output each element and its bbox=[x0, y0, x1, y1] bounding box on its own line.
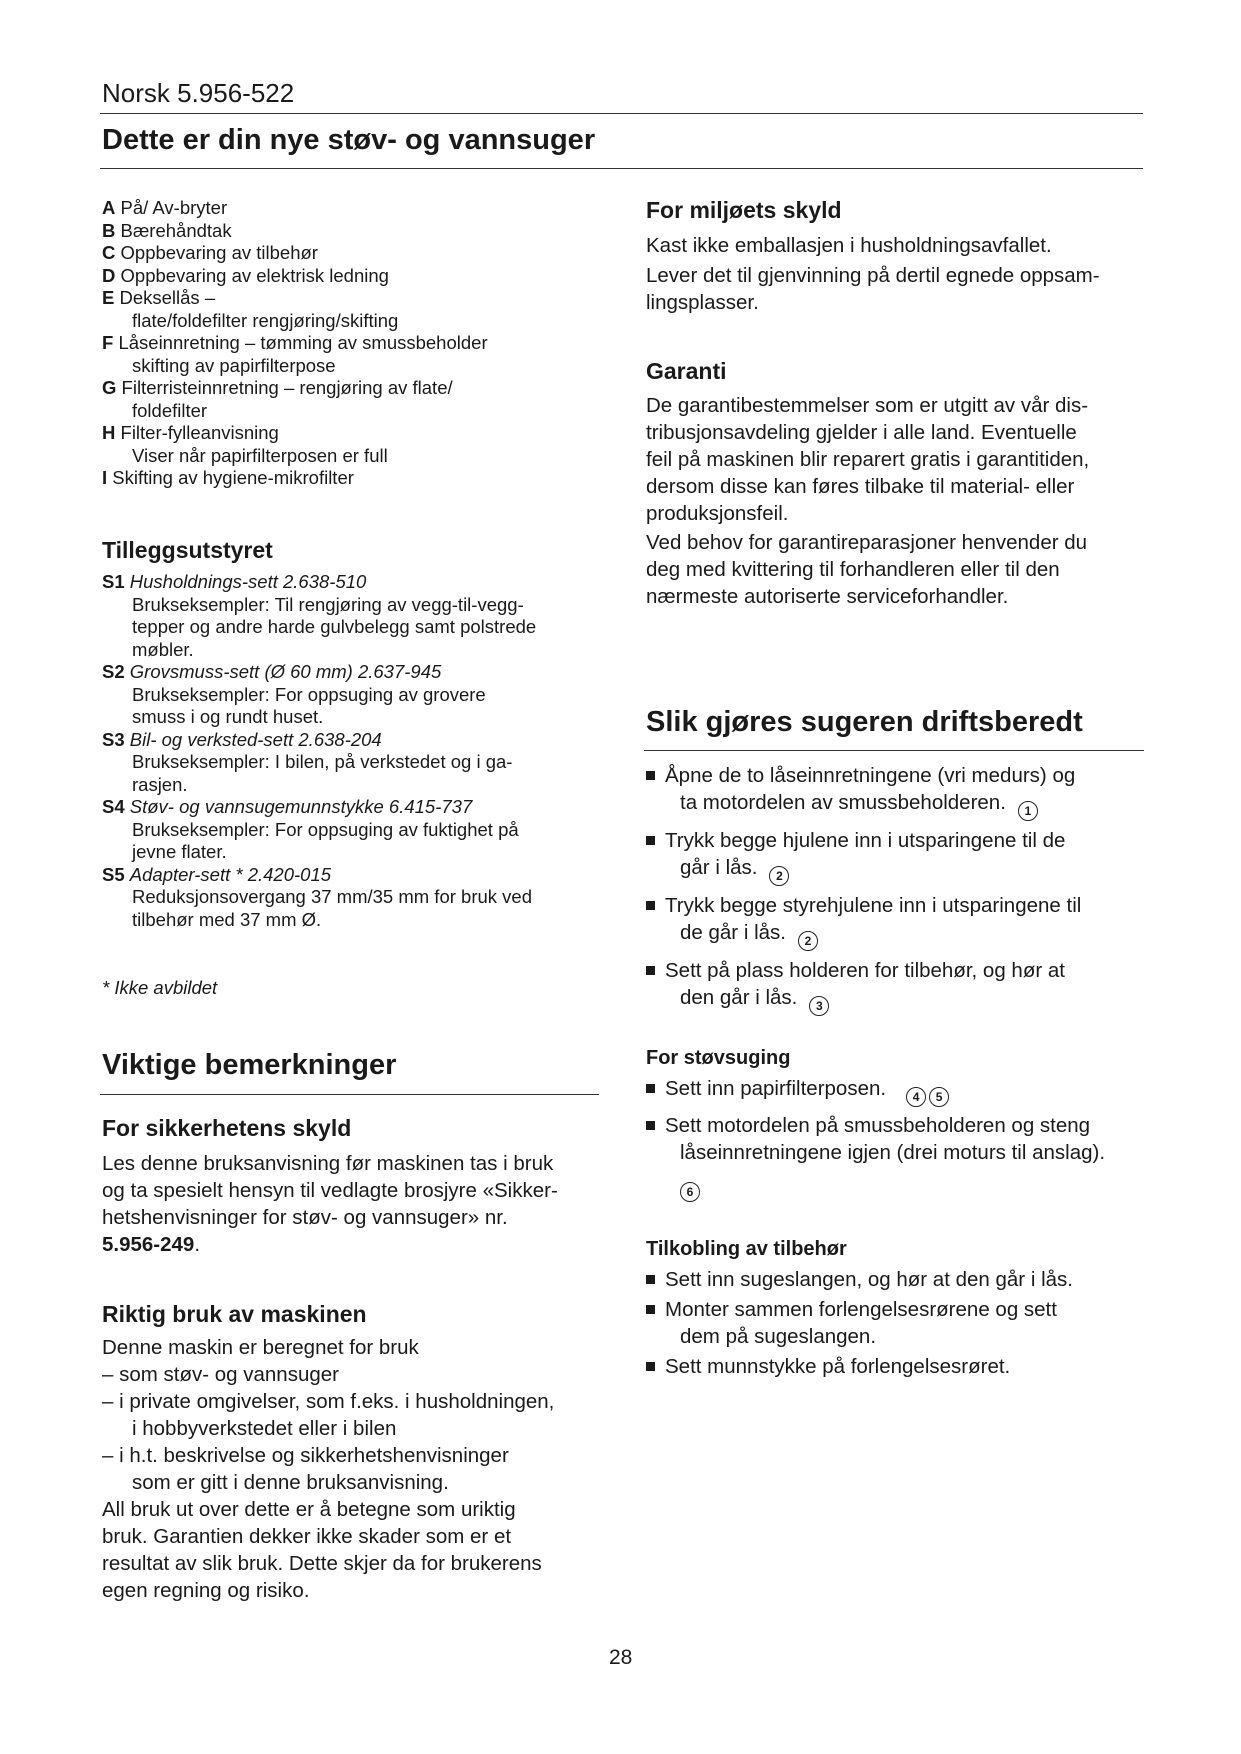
accessory-desc: Brukseksempler: For oppsuging av fuktighet på bbox=[132, 818, 519, 840]
use-item-text: – i h.t. beskrivelse og sikkerhetshenvisninger bbox=[102, 1444, 509, 1467]
part-line bbox=[102, 220, 602, 243]
ready-list bbox=[646, 762, 1146, 1022]
list-item-cont: dem på sugeslangen. bbox=[680, 1325, 877, 1348]
part-item bbox=[102, 377, 602, 422]
environment-text bbox=[646, 232, 1146, 316]
part-item bbox=[102, 467, 602, 490]
warranty-text bbox=[646, 392, 1146, 610]
part-key: G bbox=[102, 377, 117, 398]
list-item-text: Monter sammen forlengelsesrørene og sett bbox=[665, 1298, 1057, 1321]
part-key: I bbox=[102, 467, 108, 488]
use-item bbox=[102, 1388, 612, 1442]
warranty-line: tribusjonsavdeling gjelder i alle land. Eventuelle bbox=[646, 421, 1077, 444]
list-item bbox=[646, 1112, 1156, 1202]
connect-heading: Tilkobling av tilbehør bbox=[646, 1238, 847, 1260]
use-item-cont: som er gitt i denne bruksanvisning. bbox=[132, 1471, 449, 1494]
part-text: Skifting av hygiene-mikrofilter bbox=[112, 467, 354, 488]
ready-rule bbox=[644, 750, 1144, 751]
accessories-heading: Tilleggsutstyret bbox=[102, 537, 273, 563]
page-title: Dette er din nye støv- og vannsuger bbox=[102, 124, 596, 156]
part-key: A bbox=[102, 197, 116, 218]
use-item bbox=[102, 1361, 612, 1388]
list-item-cont-text: de går i lås. bbox=[680, 921, 786, 944]
important-rule bbox=[100, 1094, 599, 1095]
accessory-line bbox=[102, 729, 622, 752]
warranty-line: De garantibestemmelser som er utgitt av vår dis- bbox=[646, 394, 1089, 417]
figure-ref-icon: 3 bbox=[809, 996, 829, 1016]
part-item bbox=[102, 422, 602, 467]
use-item-cont: i hobbyverkstedet eller i bilen bbox=[132, 1417, 397, 1440]
parts-list bbox=[102, 197, 602, 490]
warranty-line: produksjonsfeil. bbox=[646, 502, 789, 525]
warranty-line: dersom disse kan føres tilbake til material- eller bbox=[646, 475, 1075, 498]
accessory-name: Adapter-sett * 2.420-015 bbox=[129, 863, 332, 885]
list-item-cont-text: ta motordelen av smussbeholderen. bbox=[680, 791, 1006, 814]
use-outro-line: bruk. Garantien dekker ikke skader som er et bbox=[102, 1525, 512, 1548]
part-text: Filterristeinnretning – rengjøring av flate/ bbox=[121, 377, 453, 398]
list-item bbox=[646, 957, 1146, 1016]
accessory-line bbox=[102, 796, 622, 819]
list-item bbox=[646, 1353, 1156, 1380]
use-item-text: – som støv- og vannsuger bbox=[102, 1363, 339, 1386]
accessory-key: S5 bbox=[102, 863, 125, 885]
list-item bbox=[646, 1266, 1156, 1293]
accessory-name: Støv- og vannsugemunnstykke 6.415-737 bbox=[129, 796, 473, 817]
accessory-item bbox=[102, 796, 622, 864]
part-key: C bbox=[102, 242, 116, 263]
part-item bbox=[102, 197, 602, 220]
part-item bbox=[102, 220, 602, 243]
figure-ref-icon: 1 bbox=[1018, 801, 1038, 821]
part-item bbox=[102, 242, 602, 265]
safety-heading: For sikkerhetens skyld bbox=[102, 1115, 352, 1141]
footnote: * Ikke avbildet bbox=[102, 977, 218, 998]
warranty-heading: Garanti bbox=[646, 358, 727, 384]
part-text: Låseinnretning – tømming av smussbeholder bbox=[118, 332, 488, 353]
part-item bbox=[102, 265, 602, 288]
accessory-item bbox=[102, 571, 622, 661]
safety-line-end bbox=[102, 1231, 612, 1258]
accessory-line bbox=[102, 864, 622, 887]
part-text: Bærehåndtak bbox=[120, 219, 232, 241]
list-item-text: Åpne de to låseinnretningene (vri medurs) og bbox=[665, 764, 1076, 787]
accessory-line bbox=[102, 661, 622, 684]
part-key: E bbox=[102, 287, 115, 308]
part-line bbox=[102, 377, 602, 400]
warranty-line: nærmeste autoriserte serviceforhandler. bbox=[646, 585, 1009, 608]
list-item-cont-text: går i lås. bbox=[680, 856, 758, 879]
accessory-name: Grovsmuss-sett (Ø 60 mm) 2.637-945 bbox=[129, 661, 442, 682]
environment-heading: For miljøets skyld bbox=[646, 197, 842, 223]
dust-list bbox=[646, 1075, 1156, 1202]
figure-ref-4-icon: 4 bbox=[906, 1087, 926, 1107]
part-line bbox=[102, 422, 602, 445]
use-text bbox=[102, 1334, 612, 1604]
list-item bbox=[646, 1296, 1156, 1350]
accessory-line bbox=[102, 571, 622, 594]
list-item-text: Trykk begge hjulene inn i utsparingene til de bbox=[665, 829, 1066, 852]
part-line bbox=[102, 467, 602, 490]
part-item bbox=[102, 287, 602, 332]
document-code: Norsk 5.956-522 bbox=[102, 78, 295, 108]
accessory-desc: rasjen. bbox=[132, 773, 188, 795]
list-item-text: Sett motordelen på smussbeholderen og steng bbox=[665, 1114, 1091, 1137]
part-key: B bbox=[102, 219, 116, 241]
accessory-name: Bil- og verksted-sett 2.638-204 bbox=[129, 728, 382, 750]
accessory-item bbox=[102, 864, 622, 932]
list-item-cont bbox=[665, 789, 1146, 821]
accessory-name: Husholdnings-sett 2.638-510 bbox=[129, 571, 367, 592]
accessory-key: S2 bbox=[102, 661, 125, 682]
part-text: Oppbevaring av elektrisk ledning bbox=[120, 264, 389, 286]
accessory-desc: tepper og andre harde gulvbelegg samt polstrede bbox=[132, 616, 537, 637]
part-key: F bbox=[102, 332, 114, 353]
accessory-key: S3 bbox=[102, 728, 125, 750]
accessory-desc: møbler. bbox=[132, 638, 194, 660]
part-text-cont: skifting av papirfilterpose bbox=[132, 354, 336, 376]
list-item-text: Trykk begge styrehjulene inn i utsparingene til bbox=[665, 894, 1082, 917]
environment-line: Lever det til gjenvinning på dertil egnede oppsam- bbox=[646, 264, 1100, 287]
list-item bbox=[646, 892, 1146, 951]
accessory-desc: Reduksjonsovergang 37 mm/35 mm for bruk ved bbox=[132, 886, 532, 907]
list-item-cont bbox=[665, 854, 1146, 886]
part-item bbox=[102, 332, 602, 377]
figure-ref-icon: 2 bbox=[798, 931, 818, 951]
accessory-desc: tilbehør med 37 mm Ø. bbox=[132, 908, 322, 930]
accessory-item bbox=[102, 661, 622, 729]
safety-text bbox=[102, 1150, 612, 1258]
figure-ref-6-icon: 6 bbox=[680, 1182, 700, 1202]
header-rule bbox=[100, 113, 1143, 114]
figure-ref-5-icon: 5 bbox=[929, 1087, 949, 1107]
list-item-text: Sett munnstykke på forlengelsesrøret. bbox=[665, 1355, 1011, 1378]
list-item-cont-text: den går i lås. bbox=[680, 986, 798, 1009]
accessory-item bbox=[102, 729, 622, 797]
list-item-text: Sett på plass holderen for tilbehør, og hør at bbox=[665, 959, 1065, 982]
part-line bbox=[102, 332, 602, 355]
use-outro-line: All bruk ut over dette er å betegne som uriktig bbox=[102, 1498, 516, 1521]
list-item-cont bbox=[665, 919, 1146, 951]
connect-list bbox=[646, 1266, 1156, 1383]
part-line bbox=[102, 287, 602, 310]
list-item-cont bbox=[665, 984, 1146, 1016]
list-item-text-cont: låseinnretningene igjen (drei moturs til anslag). bbox=[680, 1141, 1106, 1164]
use-heading: Riktig bruk av maskinen bbox=[102, 1301, 367, 1327]
part-text-cont: foldefilter bbox=[132, 399, 208, 421]
page-number: 28 bbox=[609, 1646, 633, 1669]
period: . bbox=[194, 1233, 201, 1256]
list-item bbox=[646, 1075, 1156, 1107]
part-text: På/ Av-bryter bbox=[120, 197, 228, 218]
environment-line: lingsplasser. bbox=[646, 291, 759, 314]
accessory-desc: Brukseksempler: Til rengjøring av vegg-til-vegg- bbox=[132, 593, 524, 615]
part-text-cont: Viser når papirfilterposen er full bbox=[132, 444, 388, 466]
part-text: Oppbevaring av tilbehør bbox=[120, 242, 318, 263]
warranty-line: feil på maskinen blir reparert gratis i garantitiden, bbox=[646, 448, 1090, 471]
warranty-line: deg med kvittering til forhandleren eller til den bbox=[646, 558, 1060, 581]
safety-line: hetshenvisninger for støv- og vannsuger» nr. bbox=[102, 1206, 508, 1229]
part-line bbox=[102, 265, 602, 288]
title-rule bbox=[100, 168, 1143, 169]
part-line bbox=[102, 197, 602, 220]
part-key: D bbox=[102, 264, 116, 286]
list-item-text: Sett inn papirfilterposen. bbox=[665, 1077, 887, 1100]
accessory-desc: jevne flater. bbox=[132, 841, 227, 862]
part-text: Filter-fylleanvisning bbox=[120, 422, 279, 443]
part-text-cont: flate/foldefilter rengjøring/skifting bbox=[132, 309, 399, 331]
dust-heading: For støvsuging bbox=[646, 1047, 791, 1069]
use-outro-line: resultat av slik bruk. Dette skjer da for brukerens bbox=[102, 1552, 542, 1575]
accessory-desc: smuss i og rundt huset. bbox=[132, 706, 324, 727]
use-intro: Denne maskin er beregnet for bruk bbox=[102, 1336, 419, 1359]
ready-heading: Slik gjøres sugeren driftsberedt bbox=[646, 706, 1083, 738]
warranty-line: Ved behov for garantireparasjoner henvender du bbox=[646, 531, 1088, 554]
accessory-desc: Brukseksempler: I bilen, på verkstedet og i ga- bbox=[132, 751, 513, 772]
safety-line: Les denne bruksanvisning før maskinen tas i bruk bbox=[102, 1152, 554, 1175]
safety-line: og ta spesielt hensyn til vedlagte brosjyre «Sikker- bbox=[102, 1179, 558, 1202]
list-item bbox=[646, 762, 1146, 821]
list-item bbox=[646, 827, 1146, 886]
part-line bbox=[102, 242, 602, 265]
part-key: H bbox=[102, 422, 116, 443]
use-item bbox=[102, 1442, 612, 1496]
accessory-desc: Brukseksempler: For oppsuging av grovere bbox=[132, 683, 486, 705]
brochure-number: 5.956-249 bbox=[102, 1233, 195, 1256]
part-text: Deksellås – bbox=[119, 287, 216, 308]
environment-line: Kast ikke emballasjen i husholdningsavfallet. bbox=[646, 234, 1052, 257]
accessories-list bbox=[102, 571, 622, 931]
use-outro-line: egen regning og risiko. bbox=[102, 1579, 310, 1602]
use-item-text: – i private omgivelser, som f.eks. i husholdningen, bbox=[102, 1390, 555, 1413]
accessory-key: S1 bbox=[102, 571, 125, 592]
important-heading: Viktige bemerkninger bbox=[102, 1049, 397, 1081]
accessory-key: S4 bbox=[102, 796, 125, 817]
list-item-text: Sett inn sugeslangen, og hør at den går i lås. bbox=[665, 1268, 1073, 1291]
figure-ref-icon: 2 bbox=[769, 866, 789, 886]
